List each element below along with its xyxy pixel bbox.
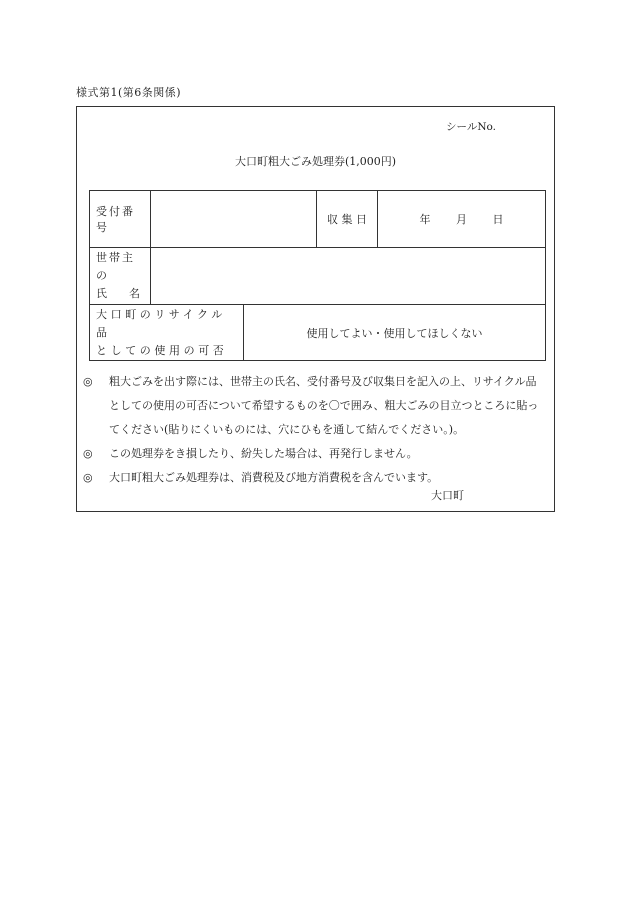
date-day-label: 日: [492, 213, 504, 226]
issuer-name: 大口町: [431, 489, 464, 502]
note-item: [83, 442, 544, 466]
form-number-label: 様式第1(第6条関係): [76, 86, 182, 99]
recycle-label-line1: 大口町のリサイクル品: [96, 307, 226, 339]
double-circle-icon: ◎: [83, 375, 93, 388]
double-circle-icon: ◎: [83, 471, 93, 484]
householder-label-line2: 氏 名: [96, 287, 140, 300]
note-item: [83, 466, 544, 490]
ticket-frame: [76, 106, 555, 512]
recycle-use-options[interactable]: 使用してよい・使用してほしくない: [244, 305, 546, 361]
householder-row: [90, 248, 546, 305]
double-circle-icon: ◎: [83, 447, 93, 460]
reception-number-label: 受付番号: [90, 191, 151, 248]
seal-number-label: シールNo.: [446, 121, 496, 133]
recycle-label-line2: としての使用の可否: [96, 343, 228, 357]
householder-label-line1: 世帯主の: [96, 251, 135, 282]
recycle-use-label: [90, 305, 244, 361]
reception-row: [90, 191, 546, 248]
recycle-row: [90, 305, 546, 361]
date-year-label: 年: [419, 213, 431, 226]
householder-name-field[interactable]: [151, 248, 546, 305]
reception-number-field[interactable]: [151, 191, 317, 248]
ticket-form-table: [89, 190, 546, 361]
collection-date-field[interactable]: [378, 191, 546, 248]
note-text: 大口町粗大ごみ処理券は、消費税及び地方消費税を含んでいます。: [109, 471, 439, 484]
note-item: [83, 370, 544, 442]
note-text: この処理券をき損したり、紛失した場合は、再発行しません。: [109, 447, 418, 460]
note-text: 粗大ごみを出す際には、世帯主の氏名、受付番号及び収集日を記入の上、リサイクル品としての使用の可否について希望するものを〇で囲み、粗大ごみの目立つところに貼ってください(貼りにくいものには、穴にひもを通して結んでください。)。: [109, 375, 539, 436]
ticket-title: 大口町粗大ごみ処理券(1,000円): [234, 155, 397, 168]
date-month-label: 月: [456, 213, 467, 226]
notes-list: [83, 370, 544, 490]
householder-name-label: [90, 248, 151, 305]
collection-day-label: 収 集 日: [317, 191, 378, 248]
